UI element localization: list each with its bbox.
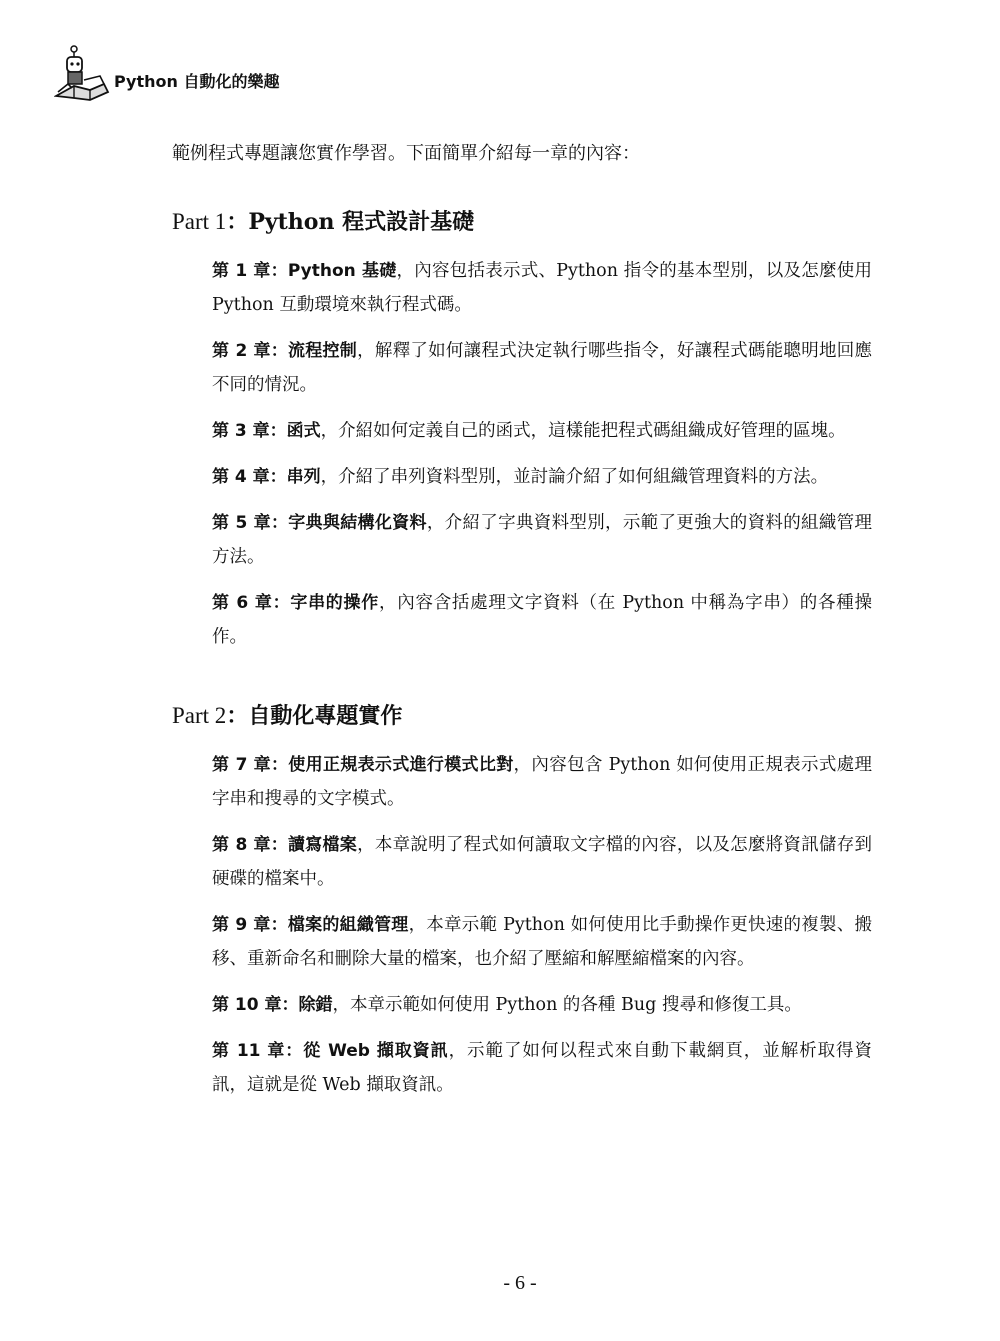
- chapter-heading: 第 5 章：字典與結構化資料: [212, 513, 427, 533]
- chapter-heading: 第 9 章：檔案的組織管理: [212, 915, 409, 935]
- chapter-2-summary: [212, 334, 872, 402]
- part-2-title: [172, 700, 872, 732]
- part-name: ：Python 程式設計基礎: [226, 209, 475, 235]
- chapter-heading: 第 6 章：字串的操作: [212, 593, 379, 613]
- chapter-heading: 第 10 章：除錯: [212, 995, 333, 1015]
- chapter-11-summary: [212, 1034, 872, 1102]
- chapter-description: ，內容含括處理文字資料（在 Python 中稱為字串）的各種操作。: [212, 593, 872, 647]
- part-label: Part 1: [172, 209, 227, 234]
- robot-reading-book-icon: [54, 44, 110, 102]
- part-name: ：自動化專題實作: [226, 703, 403, 729]
- chapter-6-summary: [212, 586, 872, 654]
- chapter-description: ，內容包含 Python 如何使用正規表示式處理字串和搜尋的文字模式。: [212, 755, 872, 809]
- chapter-3-summary: [212, 414, 872, 448]
- intro-paragraph: 範例程式專題讓您實作學習。下面簡單介紹每一章的內容：: [172, 143, 640, 164]
- chapter-description: ，介紹如何定義自己的函式，這樣能把程式碼組織成好管理的區塊。: [320, 421, 846, 441]
- chapter-heading: 第 2 章：流程控制: [212, 341, 358, 361]
- page-number: - 6 -: [503, 1272, 537, 1294]
- chapter-heading: 第 8 章：讀寫檔案: [212, 835, 358, 855]
- chapter-description: ，示範了如何以程式來自動下載網頁，並解析取得資訊，這就是從 Web 擷取資訊。: [212, 1041, 873, 1095]
- chapter-description: ，本章說明了程式如何讀取文字檔的內容，以及怎麼將資訊儲存到硬碟的檔案中。: [212, 835, 872, 889]
- chapter-7-summary: [212, 748, 872, 816]
- chapter-5-summary: [212, 506, 872, 574]
- chapter-description: ，內容包括表示式、Python 指令的基本型別，以及怎麼使用 Python 互動環境來執行程式碼。: [212, 261, 873, 315]
- running-title: Python 自動化的樂趣: [114, 72, 280, 91]
- chapter-10-summary: [212, 988, 872, 1022]
- chapter-4-summary: [212, 460, 872, 494]
- chapter-heading: 第 7 章：使用正規表示式進行模式比對: [212, 755, 514, 775]
- chapter-heading: 第 11 章：從 Web 擷取資訊: [212, 1041, 449, 1061]
- page-header: [54, 42, 279, 102]
- page-body: [172, 138, 872, 1114]
- chapter-heading: 第 1 章：Python 基礎: [212, 261, 397, 281]
- part-1-title: [172, 206, 872, 238]
- chapter-description: ，本章示範如何使用 Python 的各種 Bug 搜尋和修復工具。: [332, 995, 802, 1015]
- section-spacer: [172, 666, 872, 700]
- chapter-8-summary: [212, 828, 872, 896]
- chapter-description: ，本章示範 Python 如何使用比手動操作更快速的複製、搬移、重新命名和刪除大量的檔案，也介紹了壓縮和解壓縮檔案的內容。: [212, 915, 872, 969]
- chapter-description: ，介紹了字典資料型別，示範了更強大的資料的組織管理方法。: [212, 513, 872, 567]
- chapter-heading: 第 3 章：函式: [212, 421, 321, 441]
- chapter-description: ，介紹了串列資料型別，並討論介紹了如何組織管理資料的方法。: [320, 467, 829, 487]
- chapter-description: ，解釋了如何讓程式決定執行哪些指令，好讓程式碼能聰明地回應不同的情況。: [212, 341, 872, 395]
- chapter-9-summary: [212, 908, 872, 976]
- part-label: Part 2: [172, 703, 227, 728]
- chapter-heading: 第 4 章：串列: [212, 467, 321, 487]
- chapter-1-summary: [212, 254, 872, 322]
